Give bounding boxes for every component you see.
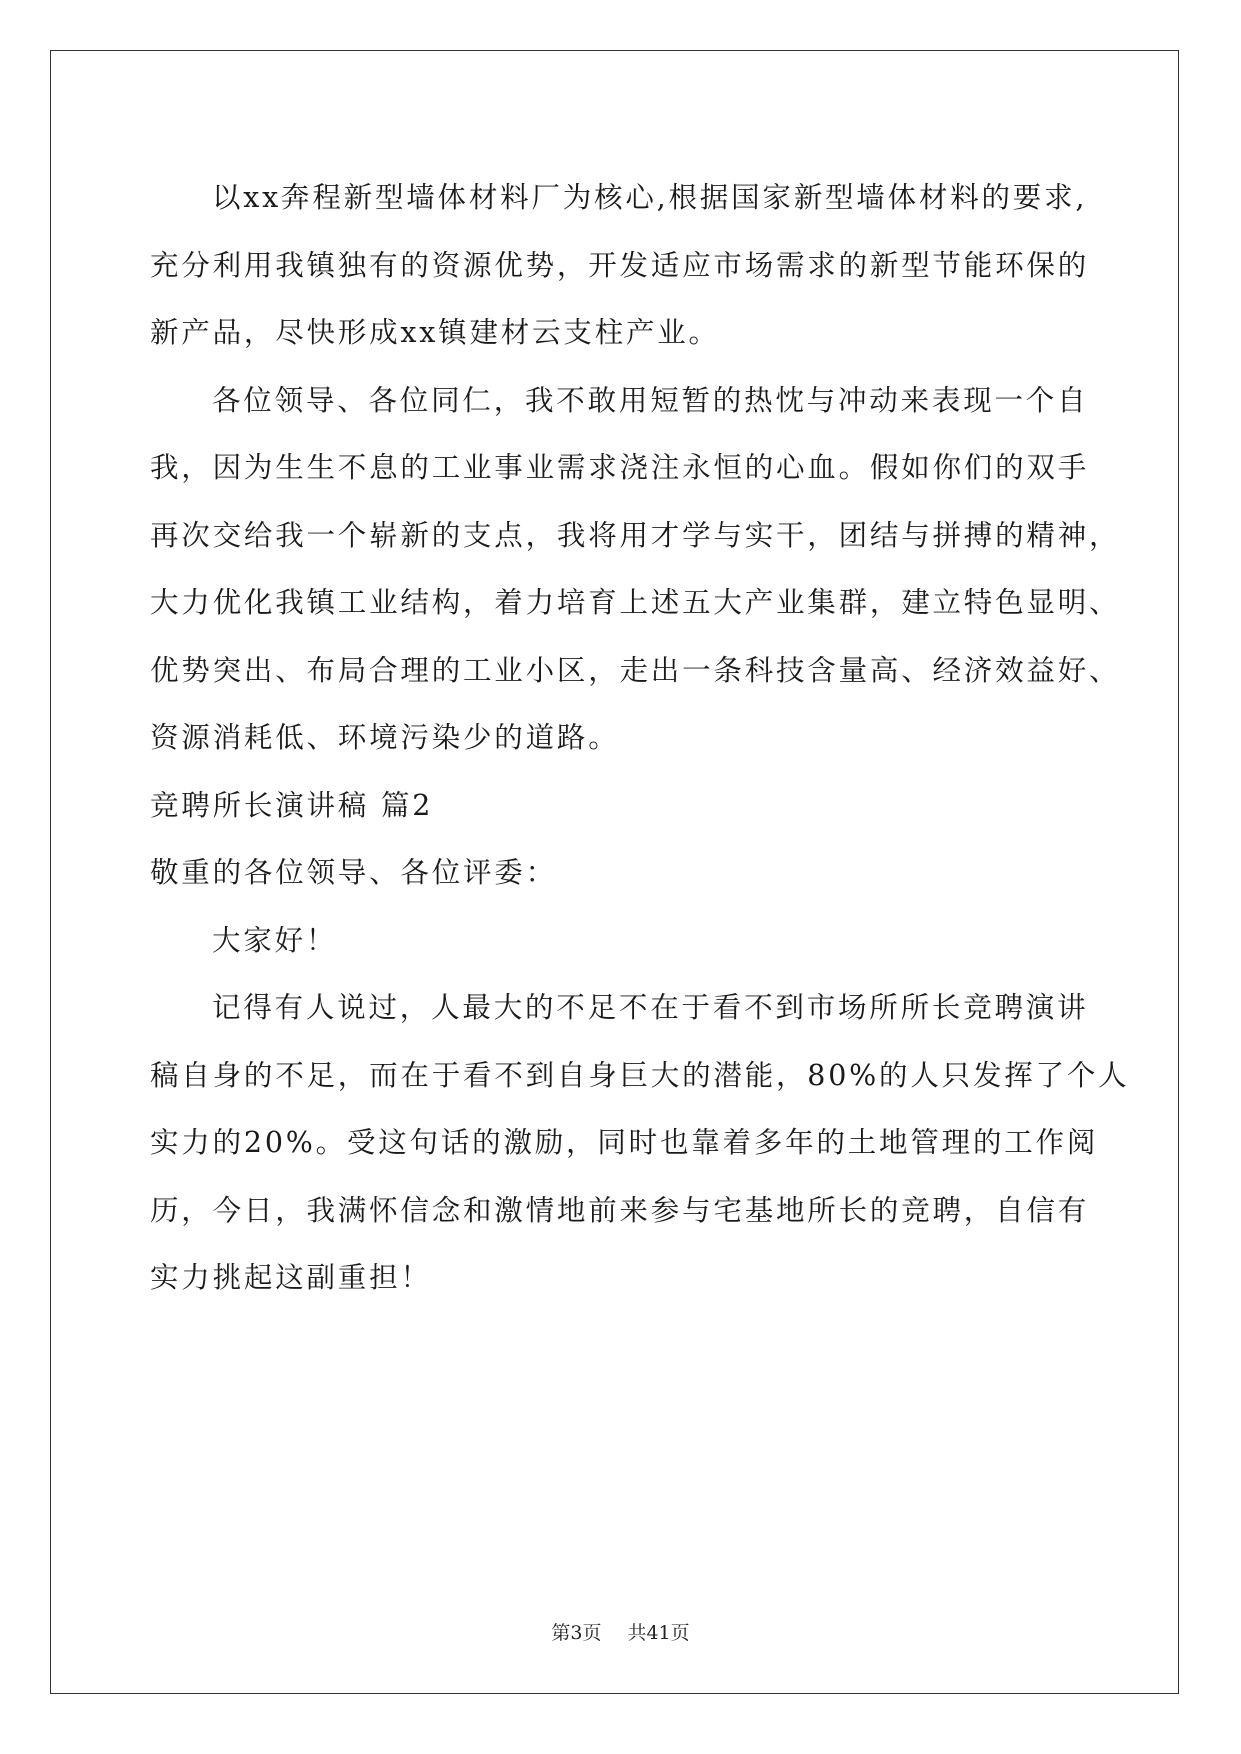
salutation: 敬重的各位领导、各位评委： [150,856,557,889]
paragraph-line: 我，因为生生不息的工业事业需求浇注永恒的心血。假如你们的双手 [150,451,1090,484]
paragraph-line: 再次交给我一个崭新的支点，我将用才学与实干，团结与拼搏的精神， [150,518,1121,552]
page-number: 第3页 [551,1622,602,1644]
paragraph-line: 优势突出、布局合理的工业小区，走出一条科技含量高、经济效益好、 [150,653,1121,687]
page-footer [0,1618,1241,1645]
paragraph-line: 资源消耗低、环境污染少的道路。 [150,721,620,754]
paragraph-line: 充分利用我镇独有的资源优势，开发适应市场需求的新型节能环保的 [150,248,1090,282]
greeting: 大家好！ [212,923,338,957]
page-total: 共41页 [627,1622,690,1644]
section-heading: 竞聘所长演讲稿 篇2 [150,788,434,822]
paragraph-line: 大力优化我镇工业结构，着力培育上述五大产业集群，建立特色显明、 [150,586,1121,619]
paragraph-line: 实力挑起这副重担！ [150,1261,432,1294]
paragraph-line: 以xx奔程新型墙体材料厂为核心,根据国家新型墙体材料的要求, [212,181,1088,214]
paragraph-line: 各位领导、各位同仁，我不敢用短暂的热忱与冲动来表现一个自 [212,383,1089,417]
paragraph-line: 实力的20%。受这句话的激励，同时也靠着多年的土地管理的工作阅 [150,1126,1099,1159]
document-body [150,164,1130,1312]
paragraph-line: 新产品，尽快形成xx镇建材云支柱产业。 [150,316,720,349]
paragraph-line: 历，今日，我满怀信念和激情地前来参与宅基地所长的竞聘，自信有 [150,1193,1090,1227]
paragraph-line: 记得有人说过，人最大的不足不在于看不到市场所所长竞聘演讲 [212,991,1089,1024]
paragraph-line: 稿自身的不足，而在于看不到自身巨大的潜能，80%的人只发挥了个人 [150,1058,1130,1092]
